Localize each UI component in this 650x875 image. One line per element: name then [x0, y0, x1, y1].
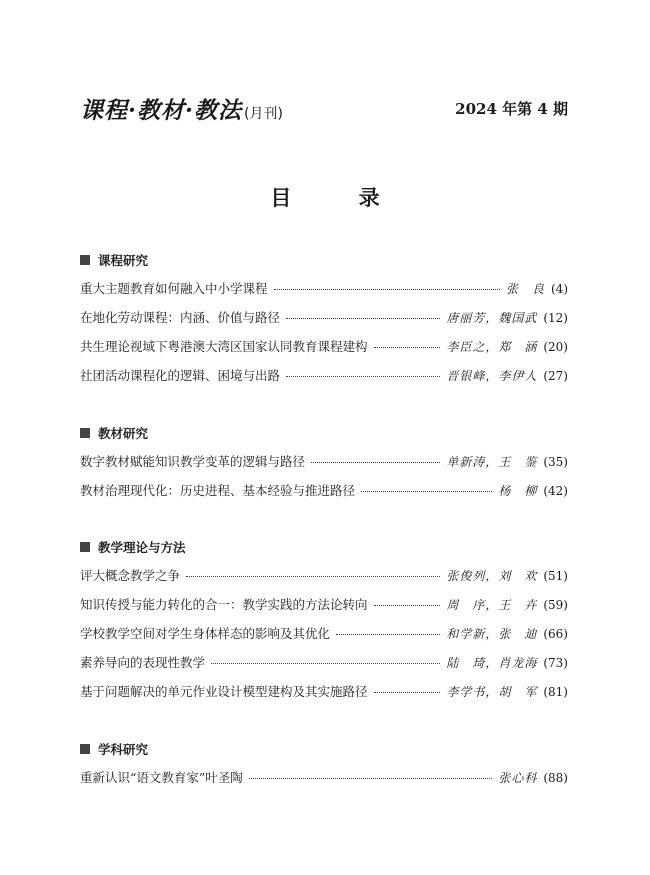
entry-page: (88): [543, 771, 568, 785]
section-header: [80, 740, 568, 758]
dot-leader: [374, 605, 441, 606]
entry-title: 社团活动课程化的逻辑、困境与出路: [80, 368, 281, 383]
section-square-icon: [80, 542, 90, 552]
journal-name: 课程·教材·教法: [80, 97, 243, 124]
entry-page: (73): [543, 656, 568, 670]
journal-title: [80, 92, 283, 125]
entry-page: (4): [551, 282, 568, 296]
entry-title: 基于问题解决的单元作业设计模型建构及其实施路径: [80, 684, 368, 699]
entry-author: 张 良: [505, 282, 545, 296]
entry-title: 学校教学空间对学生身体样态的影响及其优化: [80, 626, 331, 641]
entry-title: 数字教材赋能知识教学变革的逻辑与路径: [80, 454, 306, 469]
entry-title: 素养导向的表现性教学: [80, 655, 206, 670]
section-header: [80, 251, 568, 269]
section-header: [80, 538, 568, 556]
toc-entry[interactable]: [80, 653, 568, 682]
dot-leader: [274, 289, 500, 290]
entry-page: (27): [543, 369, 568, 383]
entry-author: 张心科: [498, 771, 538, 785]
toc-entry[interactable]: [80, 624, 568, 653]
dot-leader: [286, 318, 440, 319]
toc-entry[interactable]: [80, 452, 568, 481]
dot-leader: [336, 634, 440, 635]
dot-leader: [286, 376, 440, 377]
section-curriculum-research: [80, 251, 568, 395]
section-header: [80, 424, 568, 442]
journal-frequency: (月刊): [244, 106, 283, 122]
dot-leader: [249, 778, 493, 779]
toc-entry[interactable]: [80, 682, 568, 711]
dot-leader: [361, 491, 492, 492]
entry-title: 评大概念教学之争: [80, 568, 181, 583]
entry-page: (66): [543, 627, 568, 641]
section-title: 教材研究: [98, 426, 149, 441]
dot-leader: [374, 692, 441, 693]
toc-entry[interactable]: [80, 566, 568, 595]
toc-entry[interactable]: [80, 279, 568, 308]
section-square-icon: [80, 255, 90, 265]
entry-title: 在地化劳动课程：内涵、价值与路径: [80, 310, 281, 325]
entry-author: 李学书，胡 军: [446, 685, 538, 699]
section-square-icon: [80, 428, 90, 438]
toc-entry[interactable]: [80, 768, 568, 797]
dot-leader: [211, 663, 440, 664]
entry-author: 张俊列，刘 欢: [446, 569, 538, 583]
entry-author: 周 序，王 卉: [446, 598, 538, 612]
entry-author: 李臣之，郑 涵: [446, 340, 538, 354]
entry-page: (20): [543, 340, 568, 354]
toc-entry[interactable]: [80, 337, 568, 366]
entry-page: (12): [543, 311, 568, 325]
entry-author: 单新涛，王 鉴: [446, 455, 538, 469]
entry-title: 共生理论视域下粤港澳大湾区国家认同教育课程建构: [80, 339, 368, 354]
entry-page: (59): [543, 598, 568, 612]
entry-title: 知识传授与能力转化的合一：教学实践的方法论转向: [80, 597, 368, 612]
entry-author: 晋银峰，李伊人: [446, 369, 538, 383]
dot-leader: [311, 462, 440, 463]
entry-page: (81): [543, 685, 568, 699]
entry-title: 重新认识“语文教育家”叶圣陶: [80, 770, 243, 785]
entry-page: (51): [543, 569, 568, 583]
toc-entry[interactable]: [80, 595, 568, 624]
journal-header: [80, 92, 568, 124]
toc-entry[interactable]: [80, 481, 568, 510]
section-title: 课程研究: [98, 253, 149, 268]
section-title: 学科研究: [98, 742, 149, 757]
section-textbook-research: [80, 424, 568, 510]
entry-author: 和学新，张 迪: [446, 627, 538, 641]
toc-title: 目 录: [270, 186, 410, 210]
section-teaching-theory: [80, 538, 568, 711]
toc-entry[interactable]: [80, 366, 568, 395]
issue-number: 2024 年第 4 期: [455, 100, 568, 118]
section-subject-research: [80, 740, 568, 797]
entry-author: 杨 柳: [498, 484, 538, 498]
entry-page: (42): [543, 484, 568, 498]
section-title: 教学理论与方法: [98, 540, 186, 555]
toc-entry[interactable]: [80, 308, 568, 337]
entry-author: 陆 琦，肖龙海: [446, 656, 538, 670]
entry-page: (35): [543, 455, 568, 469]
dot-leader: [374, 347, 441, 348]
entry-title: 重大主题教育如何融入中小学课程: [80, 281, 268, 296]
entry-author: 唐丽芳，魏国武: [446, 311, 538, 325]
section-square-icon: [80, 744, 90, 754]
dot-leader: [186, 576, 440, 577]
entry-title: 教材治理现代化：历史进程、基本经验与推进路径: [80, 483, 356, 498]
